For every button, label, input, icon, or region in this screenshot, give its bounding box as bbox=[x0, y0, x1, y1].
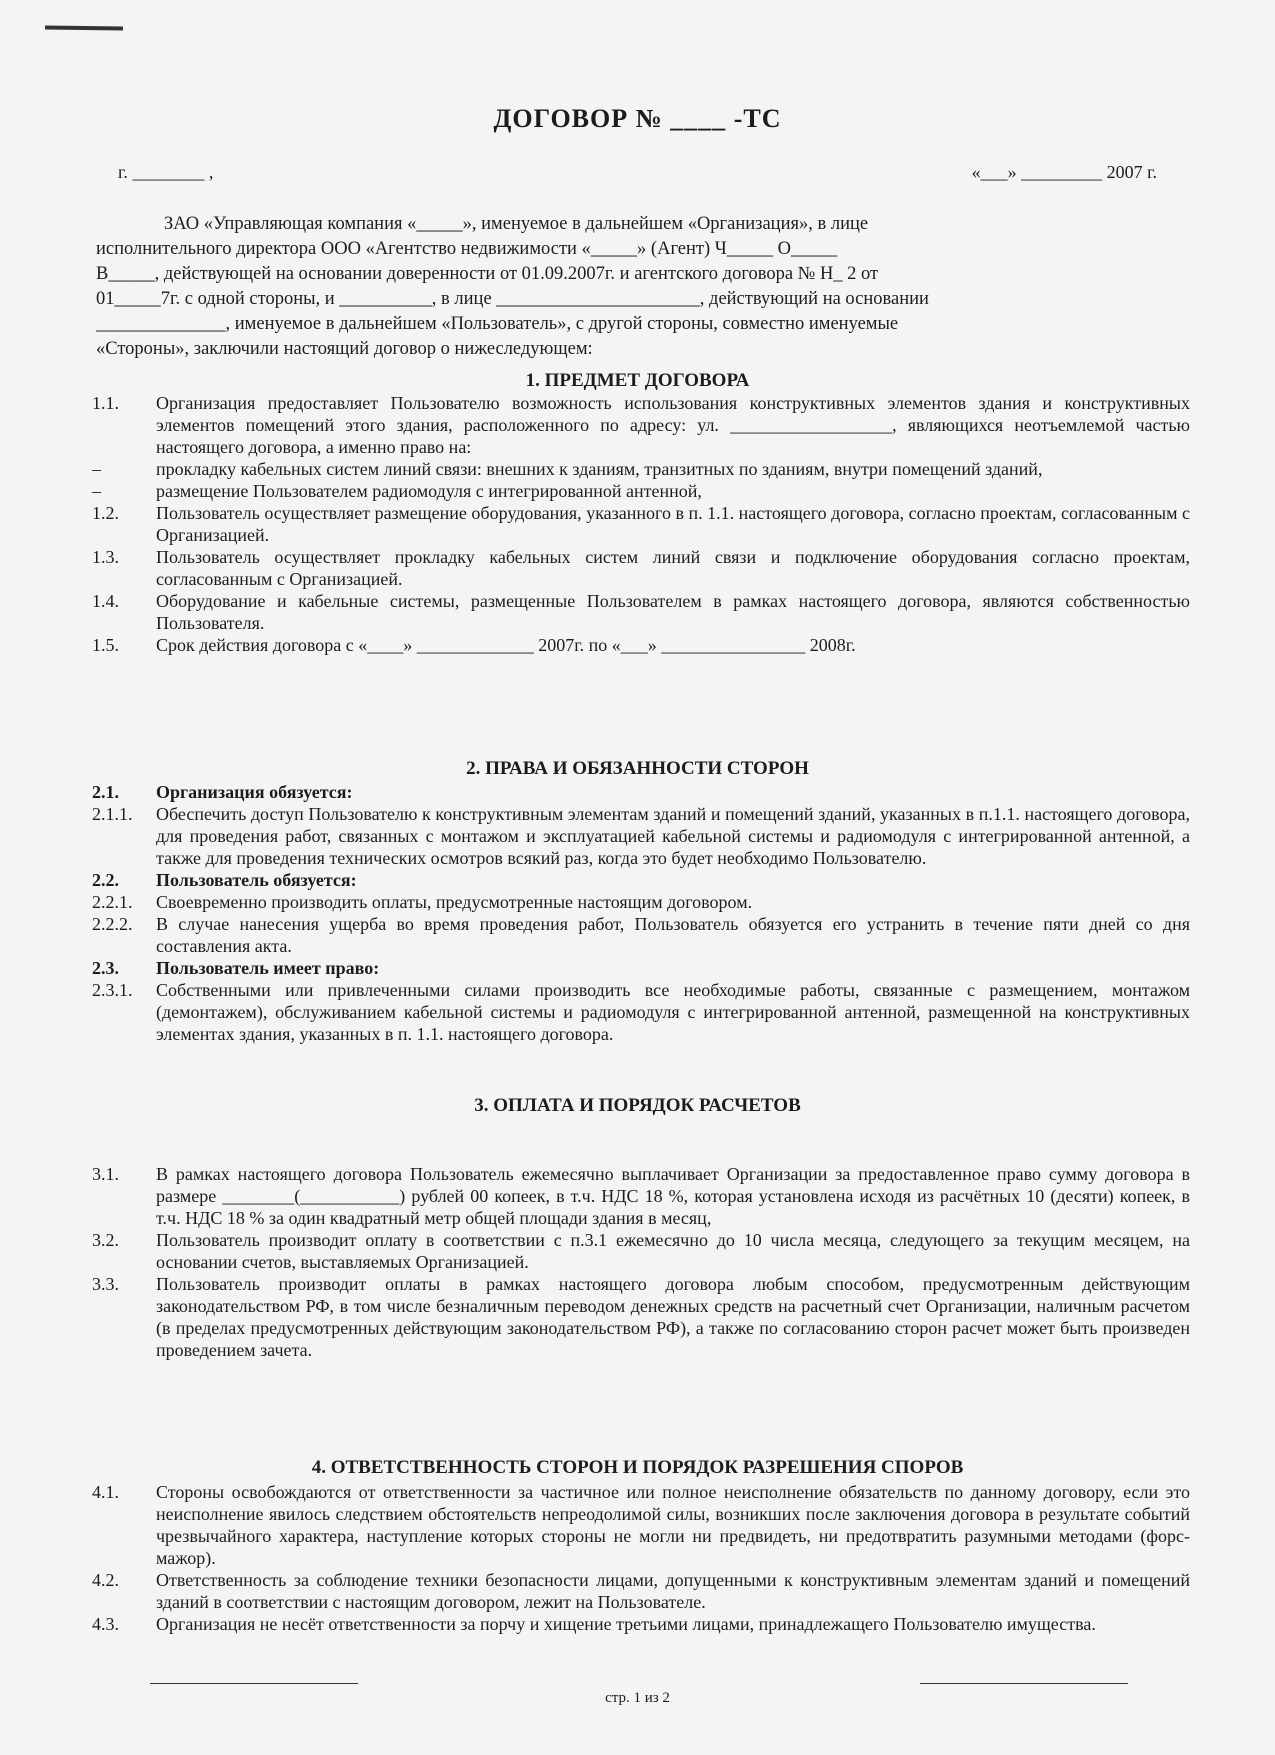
clause-row bbox=[92, 634, 1190, 656]
clause-number: 1.3. bbox=[92, 547, 119, 567]
clause-text: Пользователь производит оплаты в рамках настоящего договора любым способом, предусмотренным действующим законодательством РФ, в том числе безналичным переводом денежных средств на расчетный счет Организации, наличным расчетом (в пределах предусмотренных действующим законодательством РФ), а также по согласованию сторон расчет может быть произведен проведением зачета. bbox=[156, 1274, 1190, 1360]
clause-number: 2.2.1. bbox=[92, 892, 133, 912]
clause-number: 2.3.1. bbox=[92, 980, 133, 1000]
clause-heading: Пользователь имеет право: bbox=[156, 958, 380, 978]
clause-row bbox=[92, 1569, 1190, 1613]
clause-number: 2.3. bbox=[92, 958, 119, 978]
page-number: стр. 1 из 2 bbox=[605, 1690, 670, 1706]
clause-text: Пользователь осуществляет размещение оборудования, указанного в п. 1.1. настоящего договора, согласно проектам, согласованным с Организацией. bbox=[156, 503, 1190, 545]
clause-row bbox=[92, 979, 1190, 1045]
clause-row bbox=[92, 1481, 1190, 1569]
clause-text: Своевременно производить оплаты, предусмотренные настоящим договором. bbox=[156, 892, 753, 912]
clause-text: Стороны освобождаются от ответственности за частичное или полное неисполнение обязательств по данному договору, если это неисполнение явилось следствием обстоятельств непреодолимой силы, возникших после заключения договора в результате событий чрезвычайного характера, наступление которых стороны не могли ни предвидеть, ни предотвратить разумными методами (форс-мажор). bbox=[156, 1482, 1190, 1568]
clause-number: 4.3. bbox=[92, 1614, 119, 1634]
intro-line: В_____, действующей на основании доверенности от 01.09.2007г. и агентского договора № Н_ 2 от bbox=[96, 264, 879, 284]
clause-number: 2.2. bbox=[92, 870, 119, 890]
clause-number: – bbox=[92, 481, 101, 501]
clause-row bbox=[92, 1229, 1190, 1273]
clause-row bbox=[92, 480, 1190, 502]
clause-text: Пользователь производит оплату в соответствии с п.3.1 ежемесячно до 10 числа месяца, следующего за текущим месяцем, на основании счетов, выставляемых Организацией. bbox=[156, 1230, 1190, 1272]
clause-row bbox=[92, 590, 1190, 634]
section-3-body bbox=[92, 1163, 1190, 1361]
clause-row bbox=[92, 803, 1190, 869]
intro-paragraph bbox=[96, 212, 1188, 362]
clause-number: 4.2. bbox=[92, 1570, 119, 1590]
clause-text: В случае нанесения ущерба во время проведения работ, Пользователь обязуется его устранить в течение пяти дней со дня составления акта. bbox=[156, 914, 1190, 956]
clause-number: 1.4. bbox=[92, 591, 119, 611]
clause-row bbox=[92, 458, 1190, 480]
clause-text: прокладку кабельных систем линий связи: внешних к зданиям, транзитных по зданиям, внутри помещений зданий, bbox=[156, 459, 1043, 479]
clause-text: Пользователь осуществляет прокладку кабельных систем линий связи и подключение оборудования согласно проектам, согласованным с Организацией. bbox=[156, 547, 1190, 589]
clause-text: Обеспечить доступ Пользователю к конструктивным элементам зданий и помещений зданий, указанных в п.1.1. настоящего договора, для проведения работ, связанных с монтажом и эксплуатацией кабельной системы и радиомодуля с интегрированной антенной, а также для проведения технических осмотров всякий раз, когда это будет необходимо Пользователю. bbox=[156, 804, 1190, 868]
clause-number: 2.2.2. bbox=[92, 914, 133, 934]
intro-line: ______________, именуемое в дальнейшем «Пользователь», с другой стороны, совместно именуемые bbox=[96, 314, 899, 334]
clause-row bbox=[92, 1163, 1190, 1229]
clause-text: размещение Пользователем радиомодуля с интегрированной антенной, bbox=[156, 481, 702, 501]
clause-number: 1.2. bbox=[92, 503, 119, 523]
clause-number: 1.1. bbox=[92, 393, 119, 413]
clause-text: Организация не несёт ответственности за порчу и хищение третьими лицами, принадлежащего Пользователю имущества. bbox=[156, 1614, 1096, 1634]
clause-row bbox=[92, 869, 1190, 891]
city-field: г. ________ , bbox=[118, 162, 214, 182]
clause-row bbox=[92, 1273, 1190, 1361]
clause-text: В рамках настоящего договора Пользователь ежемесячно выплачивает Организации за предоставленное право сумму договора в размере ________(___________) рублей 00 копеек, в т.ч. НДС 18 %, которая установлена исходя из расчётных 10 (десяти) копеек, в т.ч. НДС 18 % за один квадратный метр общей площади здания в месяц, bbox=[156, 1164, 1190, 1228]
intro-line: «Стороны», заключили настоящий договор о нижеследующем: bbox=[96, 339, 593, 359]
section-1-body bbox=[92, 392, 1190, 656]
clause-number: 2.1. bbox=[92, 782, 119, 802]
section-3-heading: 3. ОПЛАТА И ПОРЯДОК РАСЧЕТОВ bbox=[474, 1095, 801, 1116]
clause-row bbox=[92, 392, 1190, 458]
section-2-heading: 2. ПРАВА И ОБЯЗАННОСТИ СТОРОН bbox=[466, 758, 809, 779]
clause-number: 3.2. bbox=[92, 1230, 119, 1250]
section-2-body bbox=[92, 781, 1190, 1045]
clause-heading: Пользователь обязуется: bbox=[156, 870, 357, 890]
clause-text: Срок действия договора с «____» _____________ 2007г. по «___» ________________ 2008г. bbox=[156, 635, 856, 655]
clause-text: Собственными или привлеченными силами производить все необходимые работы, связанные с размещением, монтажом (демонтажем), обслуживанием кабельной системы и радиомодуля с интегрированной антенной, размещенной на конструктивных элементах здания, указанных в п. 1.1. настоящего договора. bbox=[156, 980, 1190, 1044]
intro-line: 01_____7г. с одной стороны, и __________, в лице ______________________, действующий на основании bbox=[96, 289, 929, 309]
intro-line: исполнительного директора ООО «Агентство недвижимости «_____» (Агент) Ч_____ О_____ bbox=[96, 239, 838, 259]
clause-row bbox=[92, 913, 1190, 957]
clause-heading: Организация обязуется: bbox=[156, 782, 353, 802]
signature-line-right bbox=[920, 1683, 1128, 1684]
clause-number: 4.1. bbox=[92, 1482, 119, 1502]
clause-row bbox=[92, 781, 1190, 803]
section-4-heading: 4. ОТВЕТСТВЕННОСТЬ СТОРОН И ПОРЯДОК РАЗРЕШЕНИЯ СПОРОВ bbox=[311, 1457, 964, 1478]
signature-line-left bbox=[150, 1683, 358, 1684]
date-field: «___» _________ 2007 г. bbox=[971, 162, 1157, 182]
clause-text: Оборудование и кабельные системы, размещенные Пользователем в рамках настоящего договора, являются собственностью Пользователя. bbox=[156, 591, 1190, 633]
scan-mark bbox=[45, 25, 123, 30]
clause-row bbox=[92, 502, 1190, 546]
clause-text: Организация предоставляет Пользователю возможность использования конструктивных элементов здания и конструктивных элементов помещений этого здания, расположенного по адресу: ул. __________________, являющихся неотъемлемой частью настоящего договора, а именно право на: bbox=[156, 393, 1190, 457]
clause-row bbox=[92, 1613, 1190, 1635]
clause-row bbox=[92, 957, 1190, 979]
clause-number: 1.5. bbox=[92, 635, 119, 655]
clause-number: 3.3. bbox=[92, 1274, 119, 1294]
document-title: ДОГОВОР № ____ -ТС bbox=[493, 104, 782, 133]
clause-text: Ответственность за соблюдение техники безопасности лицами, допущенными к конструктивным элементам зданий и помещений зданий в соответствии с настоящим договором, лежит на Пользователе. bbox=[156, 1570, 1190, 1612]
clause-number: 3.1. bbox=[92, 1164, 119, 1184]
clause-number: 2.1.1. bbox=[92, 804, 133, 824]
clause-row bbox=[92, 891, 1190, 913]
section-1-heading: 1. ПРЕДМЕТ ДОГОВОРА bbox=[525, 370, 750, 391]
intro-line: ЗАО «Управляющая компания «_____», именуемое в дальнейшем «Организация», в лице bbox=[164, 214, 869, 234]
section-4-body bbox=[92, 1481, 1190, 1635]
clause-number: – bbox=[92, 459, 101, 479]
clause-row bbox=[92, 546, 1190, 590]
